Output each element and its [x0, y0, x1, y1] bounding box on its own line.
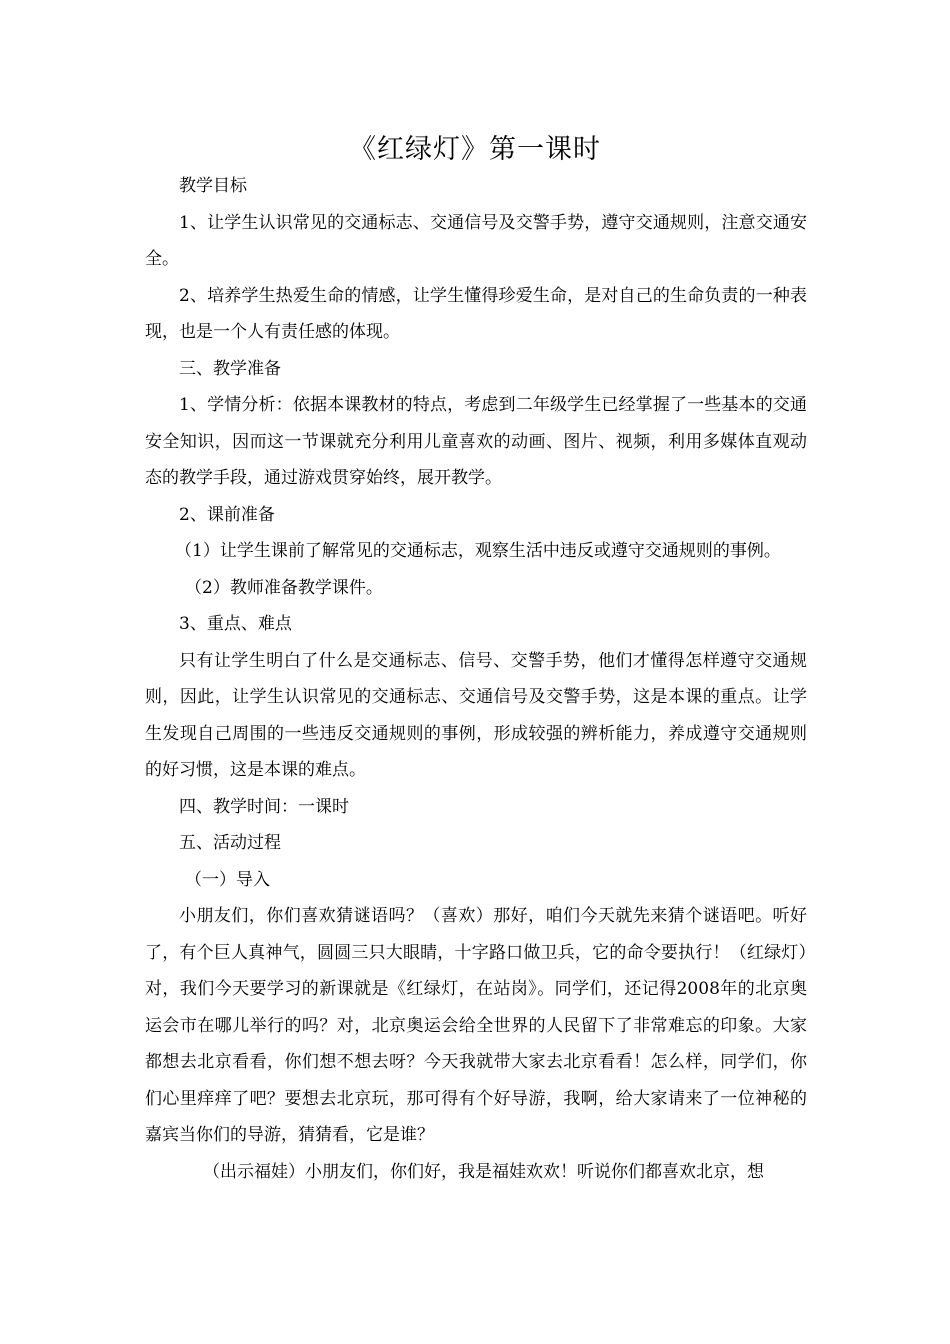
preparation-item-2: 2、课前准备	[179, 504, 275, 525]
subsection-heading-intro: （一）导入	[185, 869, 270, 890]
preparation-item-1: 1、学情分析：依据本课教材的特点，考虑到二年级学生已经掌握了一些基本的交通安全知识，因而这一节课就充分利用儿童喜欢的动画、图片、视频，利用多媒体直观动态的教学手段，通过游戏贯穿始终，展开教学。	[145, 395, 807, 488]
section-heading-time: 四、教学时间：一课时	[179, 796, 349, 817]
preparation-subitem-1: （1）让学生课前了解常见的交通标志，观察生活中违反或遵守交通规则的事例。	[175, 541, 781, 561]
document-title: 《红绿灯》第一课时	[349, 134, 601, 165]
intro-paragraph: 小朋友们，你们喜欢猜谜语吗？（喜欢）那好，咱们今天就先来猜个谜语吧。听好了，有个巨人真神气，圆圆三只大眼睛，十字路口做卫兵，它的命令要执行！（红绿灯）对，我们今天要学习的新课就是《红绿灯，在站岗》。同学们，还记得2008年的北京奥运会市在哪儿举行的吗？对，北京奥运会给全世界的人民留下了非常难忘的印象。大家都想去北京看看，你们想不想去呀？今天我就带大家去北京看看！怎么样，同学们，你们心里痒痒了吧？要想去北京玩，那可得有个好导游，我啊，给大家请来了一位神秘的嘉宾当你们的导游，猜猜看，它是谁？	[145, 906, 807, 1145]
fuwa-paragraph: （出示福娃）小朋友们，你们好，我是福娃欢欢！听说你们都喜欢北京，想	[203, 1161, 764, 1182]
objective-item-1: 1、让学生认识常见的交通标志、交通信号及交警手势，遵守交通规则，注意交通安全。	[145, 212, 807, 269]
section-heading-preparation: 三、教学准备	[179, 358, 281, 379]
section-heading-process: 五、活动过程	[179, 833, 281, 853]
section-heading-objectives: 教学目标	[179, 176, 247, 196]
document-body	[145, 168, 807, 1190]
preparation-item-3: 3、重点、难点	[179, 614, 292, 634]
preparation-subitem-2: （2）教师准备教学课件。	[185, 577, 383, 598]
objective-item-2: 2、培养学生热爱生命的情感，让学生懂得珍爱生命，是对自己的生命负责的一种表现，也是一个人有责任感的体现。	[145, 285, 807, 342]
key-points-paragraph: 只有让学生明白了什么是交通标志、信号、交警手势，他们才懂得怎样遵守交通规则，因此，让学生认识常见的交通标志、交通信号及交警手势，这是本课的重点。让学生发现自己周围的一些违反交通规则的事例，形成较强的辨析能力，养成遵守交通规则的好习惯，这是本课的难点。	[145, 650, 807, 780]
